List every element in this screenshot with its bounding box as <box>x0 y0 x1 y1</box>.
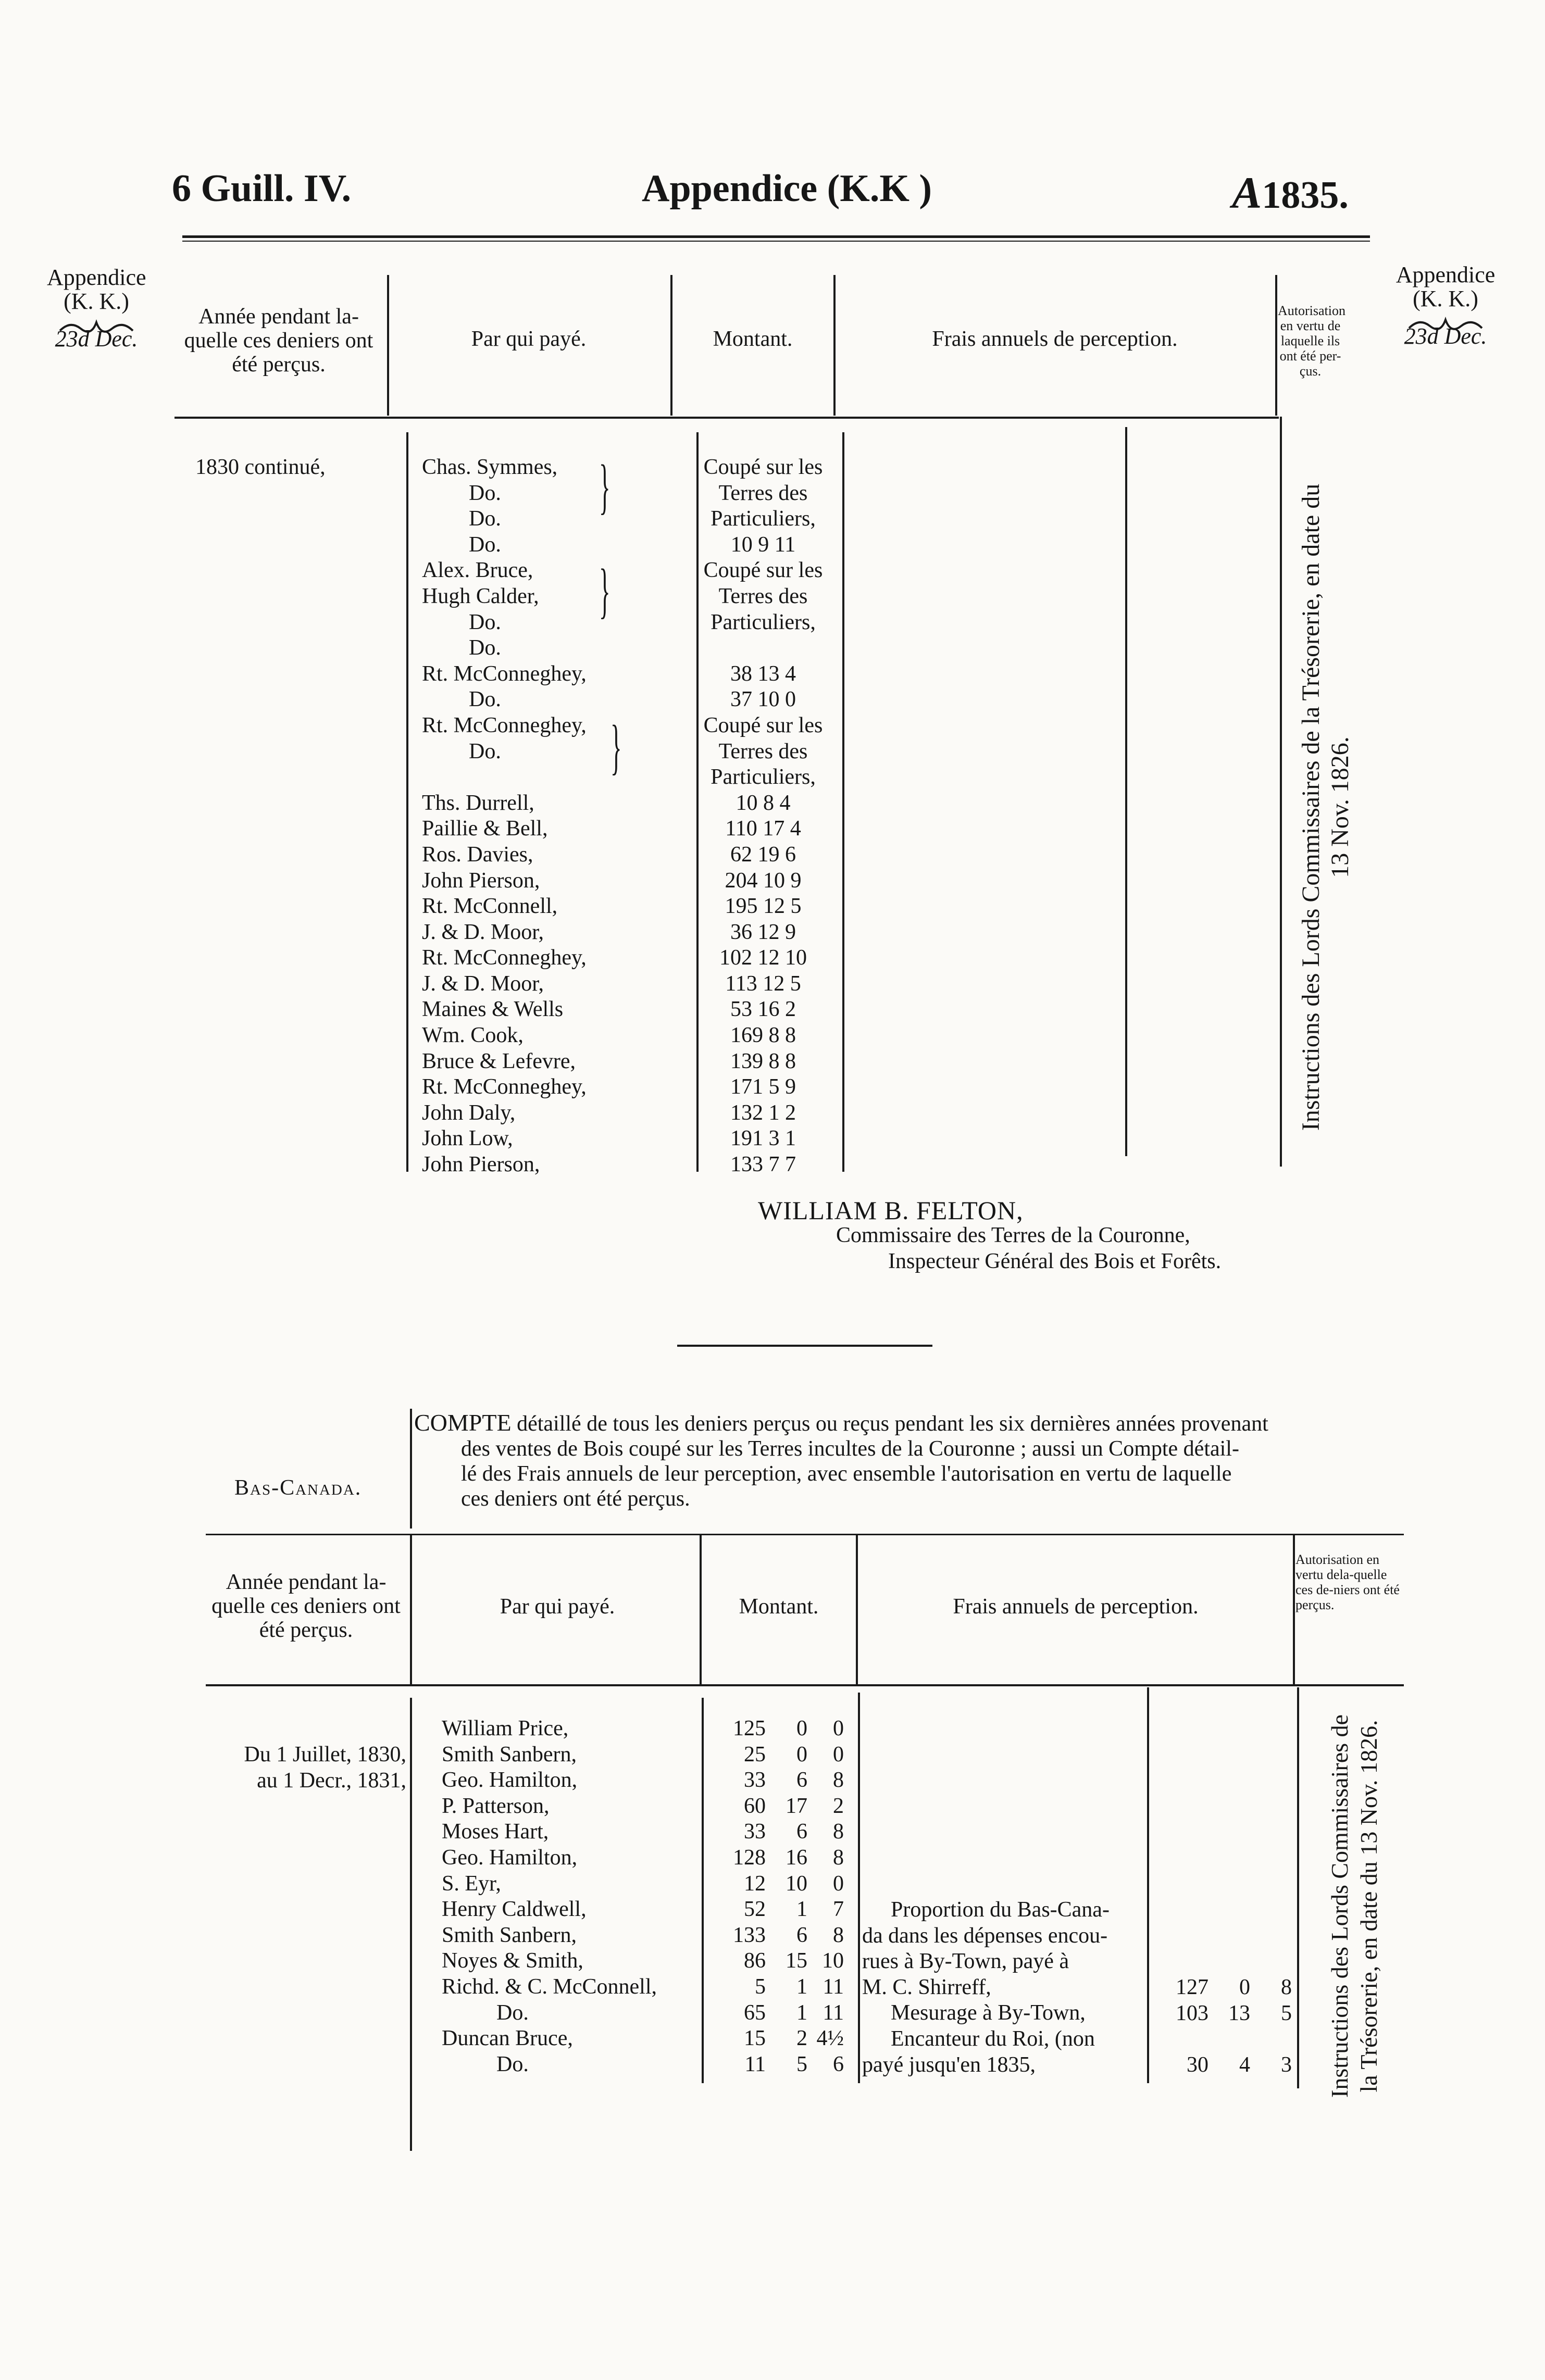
t1-row-payer: Bruce & Lefevre, <box>422 1049 576 1073</box>
t1-row-amount: 133 7 7 <box>730 1153 796 1177</box>
amount-pounds: 125 <box>733 1717 766 1740</box>
t1-row-amount: 169 8 8 <box>730 1023 796 1048</box>
t2-row-payer: S. Eyr, <box>442 1871 501 1896</box>
t1-row-payer: Do. <box>469 507 501 531</box>
fee-pounds: 127 <box>1176 1975 1208 1999</box>
header-session <box>1232 167 1349 219</box>
header-rule <box>182 235 1370 238</box>
t1-row-payer: John Pierson, <box>422 868 540 893</box>
t2-row-payer: Noyes & Smith, <box>442 1949 583 1973</box>
t2-head-amount: Montant. <box>739 1595 819 1619</box>
t1-row-payer: Hugh Calder, <box>422 584 539 608</box>
t2-row-payer: Do. <box>496 2052 529 2076</box>
t1-row-payer: John Pierson, <box>422 1153 540 1177</box>
t2-row-payer: P. Patterson, <box>442 1794 550 1818</box>
t2-period-line1: Du 1 Juillet, 1830, <box>244 1743 406 1767</box>
t1-row-amount: 102 12 10 <box>719 946 807 970</box>
margin-left-line2: (K. K.) <box>64 289 129 314</box>
t1-row-payer: Do. <box>469 687 501 712</box>
t1-row-amount: Terres des <box>718 739 808 763</box>
t2-row-payer: Do. <box>496 2000 529 2025</box>
t1-row-payer: Do. <box>469 636 501 660</box>
amount-pounds: 11 <box>744 2052 766 2076</box>
amount-shillings: 0 <box>796 1717 807 1740</box>
fee-pence: 8 <box>1281 1975 1292 1999</box>
fee-shillings: 0 <box>1239 1975 1250 1999</box>
fee-shillings: 4 <box>1239 2052 1250 2077</box>
amount-pence: 0 <box>833 1717 844 1740</box>
t2-head-payer: Par qui payé. <box>500 1595 615 1619</box>
margin-left-line1: Appendice <box>47 265 146 290</box>
t1-row-amount: 62 19 6 <box>730 842 796 867</box>
amount-pence: 4½ <box>816 2026 844 2051</box>
margin-right-line1: Appendice <box>1396 262 1496 287</box>
t1-row-amount: 38 13 4 <box>730 661 796 686</box>
t2-period-line2: au 1 Decr., 1831, <box>257 1768 406 1793</box>
t1-row-payer: Rt. McConneghey, <box>422 946 587 970</box>
t1-row-payer: Maines & Wells <box>422 997 564 1022</box>
t1-row-payer: Alex. Bruce, <box>422 558 533 583</box>
compte-line4: ces deniers ont été perçus. <box>461 1487 690 1511</box>
t1-row-amount: 195 12 5 <box>725 894 802 919</box>
amount-pence: 2 <box>833 1794 844 1818</box>
t1-hdr-sep1 <box>387 275 389 416</box>
region-label: Bas-Canada. <box>234 1476 362 1500</box>
t1-row-amount: 36 12 9 <box>730 920 796 944</box>
header-mark: A <box>1232 168 1262 218</box>
signature-name: WILLIAM B. FELTON, <box>758 1196 1024 1225</box>
t1-row-payer: Ths. Durrell, <box>422 791 534 815</box>
amount-pounds: 5 <box>755 1974 766 1999</box>
t1-row-payer: John Low, <box>422 1126 513 1151</box>
t1-row-payer: Rt. McConneghey, <box>422 713 587 737</box>
amount-pence: 11 <box>823 1974 844 1999</box>
t2-authority-rotated <box>1325 1714 1384 2098</box>
amount-pounds: 25 <box>744 1742 766 1767</box>
t2-payer-column <box>442 1716 657 2077</box>
t2-row-payer: Moses Hart, <box>442 1820 549 1844</box>
t1-head-year: Année pendant la-quelle ces deniers ont été perçus. <box>184 305 373 377</box>
t2-row-payer: William Price, <box>442 1717 569 1740</box>
amount-shillings: 1 <box>796 1897 807 1922</box>
fee-pence: 5 <box>1281 2001 1292 2025</box>
section-divider <box>677 1345 932 1347</box>
margin-right-line2: (K. K.) <box>1413 286 1478 311</box>
t2-head-fees: Frais annuels de perception. <box>953 1595 1199 1619</box>
amount-shillings: 0 <box>796 1742 807 1767</box>
t1-row-amount: 139 8 8 <box>730 1049 796 1073</box>
t1-row-payer: Rt. McConneghey, <box>422 1075 587 1099</box>
t1-row-payer: Ros. Davies, <box>422 842 533 867</box>
t2-body-sep3 <box>858 1693 860 2083</box>
amount-pence: 0 <box>833 1871 844 1896</box>
t1-row-amount: Coupé sur les <box>703 455 823 479</box>
t1-authority-line1: Instructions des Lords Commissaires de la Trésorerie, en date du <box>1297 483 1325 1131</box>
t1-row-payer: John Daly, <box>422 1100 516 1125</box>
t1-head-amount: Montant. <box>713 327 793 351</box>
t1-hdr-sep3 <box>833 275 836 416</box>
t1-authority-line2: 13 Nov. 1826. <box>1326 736 1354 878</box>
amount-shillings: 6 <box>796 1923 807 1947</box>
amount-pounds: 86 <box>744 1949 766 1973</box>
amount-pence: 0 <box>833 1742 844 1767</box>
amount-pence: 8 <box>833 1923 844 1947</box>
brace-group-2: } <box>599 556 610 624</box>
amount-shillings: 15 <box>786 1949 807 1973</box>
t1-row-amount: 204 10 9 <box>725 868 802 893</box>
t2-authority-line2: la Trésorerie, en date du 13 Nov. 1826. <box>1355 1720 1382 2093</box>
amount-shillings: 1 <box>796 2000 807 2025</box>
t1-row-amount: Particuliers, <box>711 610 816 634</box>
t2-row-payer: Geo. Hamilton, <box>442 1845 578 1870</box>
compte-line2: des ventes de Bois coupé sur les Terres incultes de la Couronne ; aussi un Compte détail- <box>461 1437 1239 1461</box>
t1-row-payer: J. & D. Moor, <box>422 920 544 944</box>
fee-shillings: 13 <box>1228 2001 1250 2025</box>
t2-hdr-sep3 <box>856 1534 858 1685</box>
amount-shillings: 10 <box>786 1871 807 1896</box>
t2-top-rule <box>206 1534 1404 1535</box>
margin-left-note <box>47 266 146 351</box>
amount-pence: 10 <box>822 1949 844 1973</box>
t1-row-payer: Paillie & Bell, <box>422 817 548 841</box>
header-rule-thin <box>182 241 1370 242</box>
t2-head-authority: Autorisation en vertu dela-quelle ces de-niers ont été perçus. <box>1295 1552 1400 1612</box>
amount-shillings: 16 <box>786 1845 807 1870</box>
compte-paragraph <box>414 1410 1268 1511</box>
amount-pounds: 12 <box>744 1871 766 1896</box>
amount-shillings: 5 <box>796 2052 807 2076</box>
t1-body-sep5 <box>1280 417 1282 1167</box>
t1-row-amount: 113 12 5 <box>725 971 801 996</box>
t2-row-payer: Smith Sanbern, <box>442 1742 577 1767</box>
margin-right-flourish <box>1386 311 1505 324</box>
t1-row-amount: 10 8 4 <box>736 791 791 815</box>
compte-line1: détaillé de tous les deniers perçus ou reçus pendant les six dernières années provenant <box>517 1412 1268 1436</box>
t1-row-amount: 110 17 4 <box>725 817 801 841</box>
amount-shillings: 6 <box>796 1820 807 1844</box>
t2-body-sep5 <box>1297 1687 1299 2088</box>
t2-fees-line: payé jusqu'en 1835, <box>862 2052 1036 2077</box>
t1-row-amount: Coupé sur les <box>703 713 823 737</box>
t2-fees-line: Mesurage à By-Town, <box>891 2001 1086 2025</box>
t2-hdr-sep1 <box>410 1534 412 1685</box>
t1-row-amount: 53 16 2 <box>730 997 796 1022</box>
t1-row-amount: Coupé sur les <box>703 558 823 583</box>
compte-line3: lé des Frais annuels de leur perception, avec ensemble l'autorisation en vertu de laquelle <box>461 1462 1232 1486</box>
margin-left-flourish <box>47 314 146 327</box>
amount-pence: 7 <box>833 1897 844 1922</box>
t2-fees-line: rues à By-Town, payé à <box>862 1949 1069 1974</box>
t2-body-sep4 <box>1147 1687 1149 2083</box>
amount-pence: 11 <box>823 2000 844 2025</box>
t1-body-sep1 <box>406 432 408 1172</box>
t1-row-payer: Rt. McConnell, <box>422 894 558 919</box>
t1-row-amount: 37 10 0 <box>730 687 796 712</box>
t2-row-payer: Richd. & C. McConnell, <box>442 1974 657 1999</box>
t2-fees-line: da dans les dépenses encou- <box>862 1923 1108 1948</box>
t1-row-amount: 10 9 11 <box>730 532 796 557</box>
margin-right-line3: 23d Dec. <box>1404 323 1487 349</box>
t1-hdr-sep2 <box>670 275 672 416</box>
t1-row-amount: 191 3 1 <box>730 1126 796 1151</box>
t1-head-payer: Par qui payé. <box>471 327 587 351</box>
amount-shillings: 6 <box>796 1768 807 1793</box>
t1-row-payer: Chas. Symmes, <box>422 455 558 479</box>
t2-row-payer: Henry Caldwell, <box>442 1897 587 1922</box>
t1-row-payer: Do. <box>469 481 501 505</box>
amount-shillings: 2 <box>796 2026 807 2051</box>
fee-pounds: 103 <box>1176 2001 1208 2025</box>
t2-fees-line: Encanteur du Roi, (non <box>891 2026 1095 2051</box>
amount-pounds: 60 <box>744 1794 766 1818</box>
amount-pounds: 65 <box>744 2000 766 2025</box>
t1-head-fees: Frais annuels de perception. <box>932 327 1178 351</box>
t2-fees-amounts <box>1151 1975 1292 2078</box>
t2-row-payer: Smith Sanbern, <box>442 1923 577 1947</box>
header-reign: 6 Guill. IV. <box>172 167 352 210</box>
amount-pounds: 128 <box>733 1845 766 1870</box>
signature-title-1: Commissaire des Terres de la Couronne, <box>836 1223 1190 1247</box>
brace-group-3: } <box>610 712 622 781</box>
t1-head-authority: Autorisation en vertu de laquelle ils ont été per-çus. <box>1278 303 1345 379</box>
t1-hdr-sep4 <box>1275 275 1277 416</box>
t1-row-amount: 171 5 9 <box>730 1075 796 1099</box>
t1-body-sep4 <box>1125 427 1127 1156</box>
t1-row-amount: Terres des <box>718 584 808 608</box>
amount-pounds: 33 <box>744 1768 766 1793</box>
t1-row-amount: Terres des <box>718 481 808 505</box>
t2-hdr-sep4 <box>1293 1534 1295 1685</box>
t2-fees-column <box>862 1897 1110 2078</box>
t1-row-payer <box>422 765 587 791</box>
amount-shillings: 17 <box>786 1794 807 1818</box>
t2-header-rule <box>206 1684 1404 1686</box>
t2-authority-line1: Instructions des Lords Commissaires de <box>1326 1714 1353 2098</box>
brace-group-1: } <box>599 452 610 520</box>
t2-row-payer: Duncan Bruce, <box>442 2026 573 2051</box>
t2-hdr-sep2 <box>700 1534 702 1685</box>
header-year: 1835. <box>1262 174 1349 217</box>
t1-authority-rotated <box>1297 484 1355 1131</box>
t2-body-sep1 <box>410 1698 412 2151</box>
t1-row-payer: Do. <box>469 610 501 634</box>
margin-right-note <box>1386 263 1505 348</box>
header-title: Appendice (K.K ) <box>642 167 932 210</box>
amount-pence: 8 <box>833 1768 844 1793</box>
t1-row-payer: Do. <box>469 739 501 763</box>
fee-pence: 3 <box>1281 2052 1292 2077</box>
t2-fees-line: Proportion du Bas-Cana- <box>891 1898 1110 1922</box>
amount-pence: 8 <box>833 1845 844 1870</box>
t1-amount-column <box>682 455 844 1178</box>
amount-pounds: 15 <box>744 2026 766 2051</box>
t2-row-payer: Geo. Hamilton, <box>442 1768 578 1793</box>
compte-lead: COMPTE <box>414 1409 512 1436</box>
t1-row-payer: Wm. Cook, <box>422 1023 524 1048</box>
t1-row-amount <box>682 635 844 661</box>
intro-bracket-line <box>410 1409 412 1529</box>
amount-pounds: 133 <box>733 1923 766 1947</box>
t2-body-sep2 <box>702 1698 704 2083</box>
margin-left-line3: 23d Dec. <box>55 326 138 352</box>
amount-pounds: 52 <box>744 1897 766 1922</box>
t1-header-rule <box>175 417 1279 419</box>
t1-row-payer: Do. <box>469 532 501 557</box>
t2-period <box>206 1742 406 1794</box>
fee-pounds: 30 <box>1187 2052 1208 2077</box>
t1-row-amount: 132 1 2 <box>730 1100 796 1125</box>
t1-year-label: 1830 continué, <box>195 455 326 479</box>
amount-pence: 6 <box>833 2052 844 2076</box>
t1-row-payer: Rt. McConneghey, <box>422 661 587 686</box>
t1-row-payer: J. & D. Moor, <box>422 971 544 996</box>
t2-amount-column <box>708 1716 844 2077</box>
t2-head-year: Année pendant la-quelle ces deniers ont été perçus. <box>211 1570 401 1642</box>
t2-fees-line: M. C. Shirreff, <box>862 1975 991 1999</box>
amount-shillings: 1 <box>796 1974 807 1999</box>
t1-row-amount: Particuliers, <box>711 507 816 531</box>
amount-pence: 8 <box>833 1820 844 1844</box>
signature-title-2: Inspecteur Général des Bois et Forêts. <box>888 1249 1222 1273</box>
t1-row-amount: Particuliers, <box>711 765 816 790</box>
t1-payer-column <box>422 455 587 1178</box>
amount-pounds: 33 <box>744 1820 766 1844</box>
